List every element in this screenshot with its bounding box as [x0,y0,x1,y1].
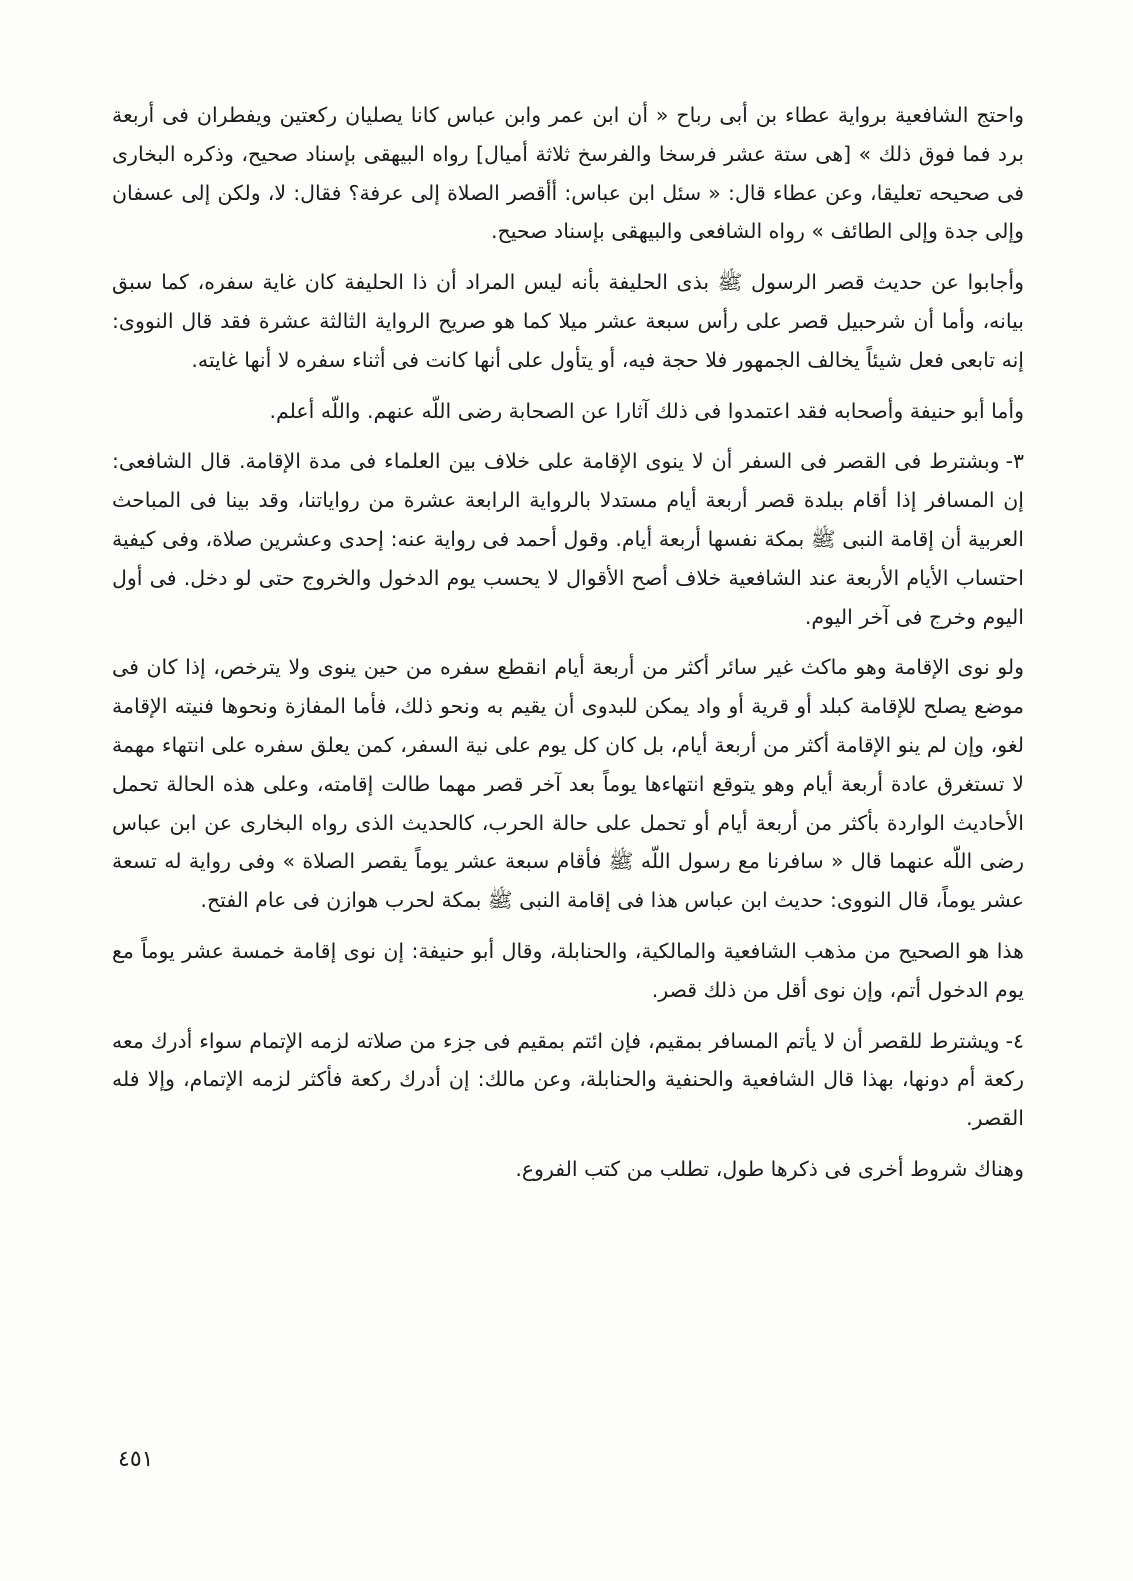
paragraph-madhhab-summary: هذا هو الصحيح من مذهب الشافعية والمالكية، والحنابلة، وقال أبو حنيفة: إن نوى إقامة خمسة عشر يوماً مع يوم الدخول أتم، وإن نوى أقل من ذلك قصر. [112,938,1024,1002]
paragraph-responses: وأجابوا عن حديث قصر الرسول ﷺ بذى الحليفة بأنه ليس المراد أن ذا الحليفة كان غاية سفره، كما سبق بيانه، وأما أن شرحبيل قصر على رأس سبعة عشر ميلا كما هو صريح الرواية الثالثة عشرة فقد قال النووى: إنه تابعى فعل شيئاً يخالف الجمهور فلا حجة فيه، أو يتأول على أنها كانت فى أثناء سفره لا أنها غايته. [112,270,1024,372]
body-text [112,96,1024,1199]
page-number: ٤٥١ [118,1447,154,1472]
paragraph-abu-hanifa: وأما أبو حنيفة وأصحابه فقد اعتمدوا فى ذلك آثارا عن الصحابة رضى اللّه عنهم. واللّه أعلم. [269,398,1024,423]
item-number-4: ٤- [1005,1028,1024,1053]
paragraph-residence-intent: ولو نوى الإقامة وهو ماكث غير سائر أكثر من أربعة أيام انقطع سفره من حين ينوى ولا يترخص، إذا كان فى موضع يصلح للإقامة كبلد أو قرية أو واد يمكن للبدوى أن يقيم به ونحو ذلك، فأما المفازة ونحوها فنيته الإقامة لغو، وإن لم ينو الإقامة أكثر من أربعة أيام، بل كان كل يوم على نية السفر، كمن يعلق سفره على انتهاء مهمة لا تستغرق عادة أربعة أيام وهو يتوقع انتهاءها يوماً بعد آخر قصر مهما طالت إقامته، وعلى هذه الحالة تحمل الأحاديث الواردة بأكثر من أربعة أيام أو تحمل على حالة الحرب، كالحديث الذى رواه البخارى عن ابن عباس رضى اللّه عنهما قال « سافرنا مع رسول اللّه ﷺ فأقام سبعة عشر يوماً يقصر الصلاة » وفى رواية له تسعة عشر يوماً، قال النووى: حديث ابن عباس هذا فى إقامة النبى ﷺ بمكة لحرب هوازن فى عام الفتح. [112,655,1024,913]
item-number-3: ٣- [1005,449,1024,474]
item-4-text: ويشترط للقصر أن لا يأتم المسافر بمقيم، فإن ائتم بمقيم فى جزء من صلاته لزمه الإتمام سواء أدرك معه ركعة أم دونها، بهذا قال الشافعية والحنفية والحنابلة، وعن مالك: إن أدرك ركعة فأكثر لزمه الإتمام، وإلا فله القصر. [112,1028,1024,1131]
item-3-text: وبشترط فى القصر فى السفر أن لا ينوى الإقامة على خلاف بين العلماء فى مدة الإقامة. قال الشافعى: إن المسافر إذا أقام ببلدة قصر أربعة أيام مستدلا بالرواية الرابعة عشرة من رواياتنا، وقد بينا فى المباحث العربية أن إقامة النبى ﷺ بمكة نفسها أربعة أيام. وقول أحمد فى رواية عنه: إحدى وعشرين صلاة، وفى كيفية احتساب الأيام الأربعة عند الشافعية خلاف أصح الأقوال لا يحسب يوم الدخول والخروج حتى لو دخل. فى أول اليوم وخرج فى آخر اليوم. [112,449,1024,629]
paragraph-shafii-evidence: واحتج الشافعية برواية عطاء بن أبى رباح « أن ابن عمر وابن عباس كانا يصليان ركعتين ويفطران فى أربعة برد فما فوق ذلك » [هى ستة عشر فرسخا والفرسخ ثلاثة أميال] رواه البيهقى بإسناد صحيح، وذكره البخارى فى صحيحه تعليقا، وعن عطاء قال: « سئل ابن عباس: أأقصر الصلاة إلى عرفة؟ فقال: لا، ولكن إلى عسفان وإلى جدة وإلى الطائف » رواه الشافعى والبيهقى بإسناد صحيح. [112,103,1024,244]
numbered-item-4 [112,1022,1024,1138]
numbered-item-3 [112,442,1024,636]
paragraph-other-conditions: وهناك شروط أخرى فى ذكرها طول، تطلب من كتب الفروع. [515,1156,1024,1181]
